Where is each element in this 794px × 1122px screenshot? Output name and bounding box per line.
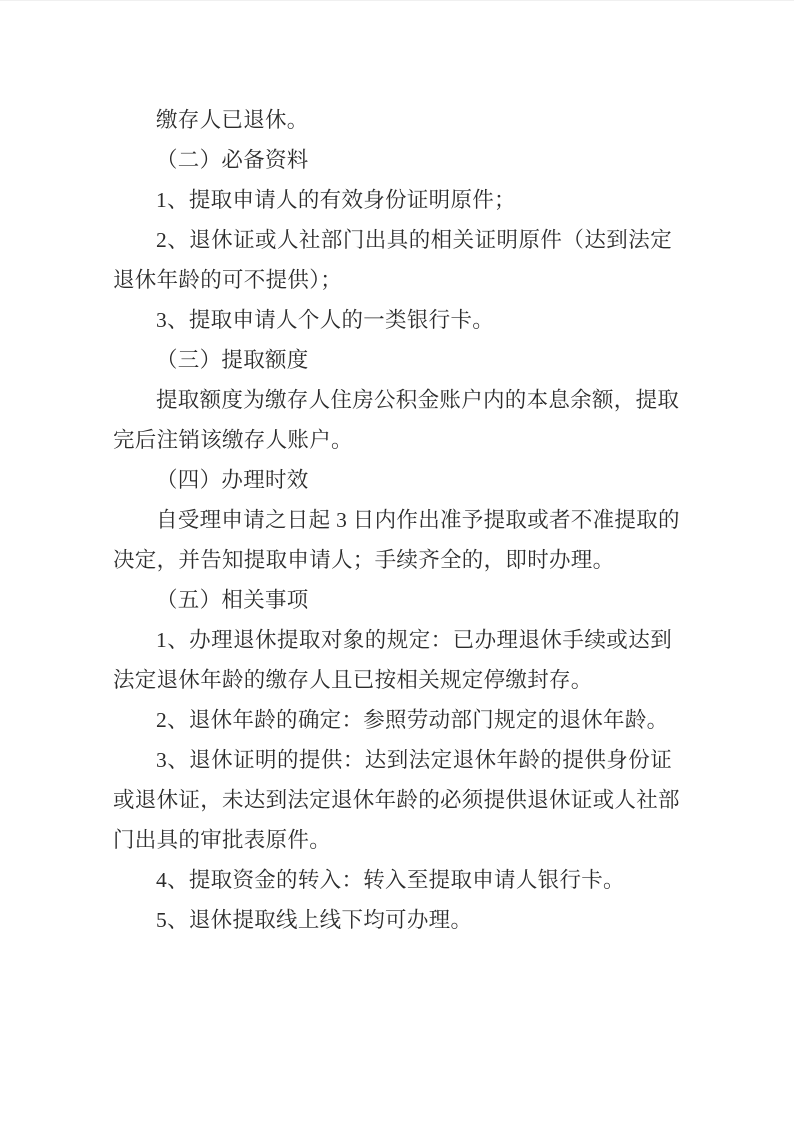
text-line: （二）必备资料 xyxy=(156,148,309,172)
text-line: 法定退休年龄的缴存人且已按相关规定停缴封存。 xyxy=(113,668,593,692)
text-line: 缴存人已退休。 xyxy=(156,108,309,132)
text-line: （五）相关事项 xyxy=(156,588,309,612)
text-line: 2、退休年龄的确定：参照劳动部门规定的退休年龄。 xyxy=(156,708,669,732)
text-line: 4、提取资金的转入：转入至提取申请人银行卡。 xyxy=(156,868,625,892)
text-line: 3、提取申请人个人的一类银行卡。 xyxy=(156,308,495,332)
text-line: 3、退休证明的提供：达到法定退休年龄的提供身份证 xyxy=(156,748,672,772)
text-line: 退休年龄的可不提供）； xyxy=(113,268,343,292)
text-line: 决定，并告知提取申请人；手续齐全的，即时办理。 xyxy=(113,548,615,572)
text-line: 5、退休提取线上线下均可办理。 xyxy=(156,908,473,932)
text-line: 2、退休证或人社部门出具的相关证明原件（达到法定 xyxy=(156,228,672,252)
text-line: 完后注销该缴存人账户。 xyxy=(113,428,353,452)
text-line: 1、提取申请人的有效身份证明原件； xyxy=(156,188,516,212)
text-line: 或退休证，未达到法定退休年龄的必须提供退休证或人社部 xyxy=(113,788,680,812)
document-body xyxy=(0,1,680,940)
text-line: （四）办理时效 xyxy=(156,468,309,492)
text-line: 提取额度为缴存人住房公积金账户内的本息余额，提取 xyxy=(156,388,680,412)
text-line: 1、办理退休提取对象的规定：已办理退休手续或达到 xyxy=(156,628,672,652)
text-line: 自受理申请之日起 3 日内作出准予提取或者不准提取的 xyxy=(156,508,680,532)
text-line: （三）提取额度 xyxy=(156,348,309,372)
text-line: 门出具的审批表原件。 xyxy=(113,828,332,852)
